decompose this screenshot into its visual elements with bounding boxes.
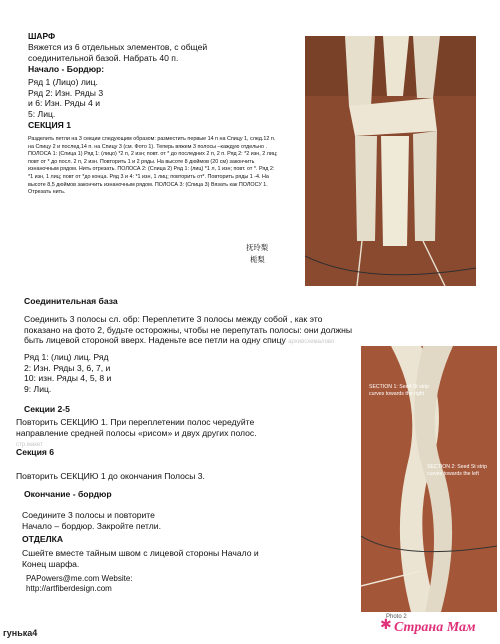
watermark-faded-1: архивсхемалово	[288, 339, 335, 346]
section6-heading: Секция 6	[16, 447, 55, 457]
sections25-heading: Секции 2-5	[24, 404, 70, 414]
connect-rows	[24, 352, 114, 394]
photo-2-caption: Photo 2	[386, 614, 407, 620]
photo-2-label-2: SECTION 2: Seed St strip curves towards the left	[427, 464, 487, 477]
connect-row: Ряд 1: (лиц) лиц. Ряд	[24, 352, 109, 362]
finish-heading: ОТДЕЛКА	[22, 534, 64, 544]
end-border-heading: Окончание - бордюр	[24, 489, 112, 499]
begin-border-row: Ряд 2: Изн. Ряды 3	[28, 87, 104, 98]
begin-border-row: и 6: Изн. Ряды 4 и	[28, 98, 101, 109]
finish-text: Сшейте вместе тайным швом с лицевой стороны Начало и Конец шарфа.	[22, 548, 259, 569]
photo-2-label-1: SECTION 1: Seed St strip curves towards the right	[369, 384, 429, 397]
connect-row: 9: Лиц.	[24, 383, 52, 394]
connect-row: 2: Изн. Ряды 3, 6, 7, и	[24, 362, 111, 373]
connect-row: 10: изн. Ряды 4, 5, 8 и	[24, 373, 112, 384]
signature-1: 抚玲梨	[246, 243, 269, 252]
begin-border-row: Ряд 1 (Лицо) лиц.	[28, 77, 98, 87]
section1-text: Разделить петли на 3 секции следующим образом: разместить первые 14 п на Спицу 1, след.12 п. на Спицу 2 и послед.14 п. на Спицу 3 (см. Фото 1). Теперь вяжем 3 полосы –каждую отдельно . ПОЛОСА 1: (Спица 1) Ряд 1: (лицо) *2 п, 2 изн; повт. от * до последних 2 п, 2 п. Ряд 2: *2 изн, 2 лиц; повт от * до посл. 2 п, 2 изн. Повторить 1 и 2 ряды. На высоте 8 дюймов (20 см) закончить изнаночным рядом. Нить отрезать. ПОЛОСА 2: (Спица 2) Ряд 1: (лиц) *1 л, 1 изн; повт. от *. Ряд 2: *1 изн, 1 лиц; повт от *до конца. Ряд 3 и 4: *1 изн, 1 лиц; повторить от*. Повторить ряды 1 -4. На высоте 8,5 дюймов закончить изнаночным рядом. ПОЛОСА 3: (Спица 3) Вязать как ПОЛОСУ 1. Отрезать нить.	[28, 136, 278, 196]
contact-website[interactable]: http://artfiberdesign.com	[26, 584, 112, 593]
begin-border-heading: Начало - Бордюр:	[28, 64, 105, 74]
connect-text-main: Соединить 3 полосы сл. обр: Переплетите 3 полосы между собой , как это показано на фото 2, будьте осторожны, чтобы не перепутать полосы: они должны быть лицевой стороной вверх. Наденьте все петли на одну спицу	[24, 314, 353, 346]
watermark-faded-2: стр.макет	[16, 442, 43, 449]
section1-heading: СЕКЦИЯ 1	[28, 120, 71, 130]
intro-text: Вяжется из 6 отдельных элементов, с общей соединительной базой. Набрать 40 п.	[28, 42, 208, 63]
signature-2: 栀梨	[250, 255, 265, 264]
photo-2	[361, 346, 497, 612]
begin-border-row: 5: Лиц.	[28, 108, 56, 119]
section6-text: Повторить СЕКЦИЮ 1 до окончания Полосы 3.	[16, 471, 205, 481]
brand-watermark: Страна Мам	[394, 620, 476, 635]
page-title: ШАРФ	[28, 31, 56, 41]
contact-email: PAPowers@me.com Website:	[26, 574, 133, 583]
photo-1-scarf	[305, 36, 476, 286]
watermark-left: гунька4	[3, 628, 38, 638]
begin-border-rows	[28, 77, 108, 119]
connect-heading: Соединительная база	[24, 296, 118, 306]
photo-1	[305, 36, 476, 286]
connect-text	[24, 314, 360, 348]
end-border-text: Соедините 3 полосы и повторите Начало – бордюр. Закройте петли.	[22, 510, 161, 531]
brand-star-icon: ✱	[380, 618, 392, 633]
sections25-text-main: Повторить СЕКЦИЮ 1. При переплетении полос чередуйте направление средней полосы «рисом» и двух других полос.	[16, 417, 257, 438]
sections25-text	[16, 417, 276, 451]
